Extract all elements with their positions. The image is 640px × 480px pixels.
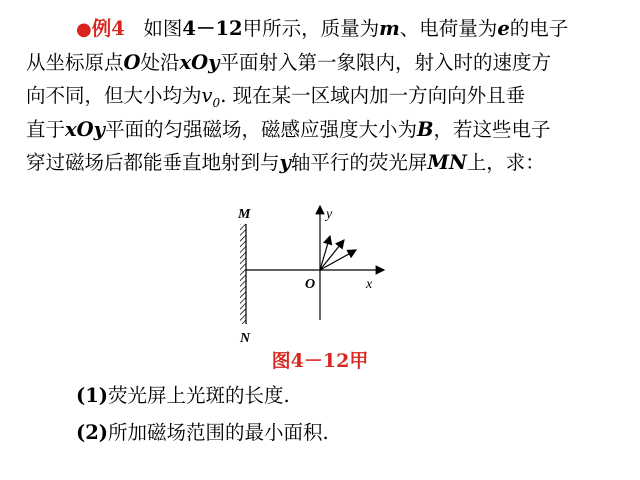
var-MN: MN bbox=[427, 151, 467, 174]
label-x: x bbox=[366, 277, 373, 292]
question-text: 荧光屏上光斑的长度. bbox=[108, 384, 290, 407]
text-segment: 穿过磁场后都能垂直地射到与 bbox=[26, 151, 280, 174]
label-N: N bbox=[240, 331, 251, 346]
var-xOy: xOy bbox=[179, 50, 220, 74]
var-v0 bbox=[201, 84, 221, 110]
text-segment: 的电子 bbox=[509, 17, 569, 40]
problem-line-5 bbox=[26, 146, 626, 180]
figure-caption: 图4－12甲 bbox=[271, 350, 369, 372]
text-segment: 从坐标原点 bbox=[26, 50, 124, 74]
var-m: m bbox=[379, 17, 400, 40]
label-O: O bbox=[305, 277, 316, 292]
text-segment: 甲所示，质量为 bbox=[242, 17, 380, 40]
text-segment: . 现在某一区域内加一方向向外且垂 bbox=[220, 84, 526, 107]
text-segment: 上，求： bbox=[466, 151, 545, 174]
question-2 bbox=[76, 417, 329, 445]
question-number: (1) bbox=[76, 384, 109, 407]
velocity-arrow bbox=[320, 240, 344, 270]
text-segment: 直于 bbox=[26, 117, 66, 141]
text-segment: ，若这些电子 bbox=[433, 117, 551, 141]
question-number: (2) bbox=[76, 421, 109, 444]
question-text: 所加磁场范围的最小面积. bbox=[108, 421, 329, 444]
question-1 bbox=[76, 380, 290, 408]
var-xOy: xOy bbox=[65, 117, 105, 141]
var-O: O bbox=[123, 50, 141, 74]
bullet-icon: ● bbox=[76, 19, 92, 40]
problem-text bbox=[26, 12, 626, 180]
text-segment: 向不同，但大小均为 bbox=[26, 84, 202, 107]
text-segment: 轴平行的荧光屏 bbox=[290, 151, 428, 174]
text-segment: 如图 bbox=[143, 17, 183, 40]
var-y: y bbox=[279, 151, 291, 174]
text-segment: 平面射入第一象限内，射入时的速度方 bbox=[219, 50, 551, 74]
text-segment: 平面的匀强磁场，磁感应强度大小为 bbox=[104, 117, 417, 141]
problem-line-4 bbox=[26, 113, 626, 147]
problem-line-3 bbox=[26, 79, 626, 113]
problem-line-2 bbox=[26, 46, 626, 80]
figure-ref: 4－12 bbox=[182, 17, 243, 40]
example-label: 例4 bbox=[91, 17, 125, 40]
var-v-subscript: 0 bbox=[212, 95, 221, 110]
text-segment: 处沿 bbox=[140, 50, 180, 74]
problem-line-1 bbox=[26, 12, 626, 46]
var-v: v bbox=[201, 84, 213, 107]
text-segment: 、电荷量为 bbox=[399, 17, 498, 40]
figure-diagram bbox=[228, 196, 398, 346]
var-B: B bbox=[416, 117, 434, 141]
var-e: e bbox=[497, 17, 510, 40]
label-M: M bbox=[238, 207, 251, 222]
label-y: y bbox=[326, 207, 333, 222]
screen-hatching bbox=[240, 224, 246, 324]
